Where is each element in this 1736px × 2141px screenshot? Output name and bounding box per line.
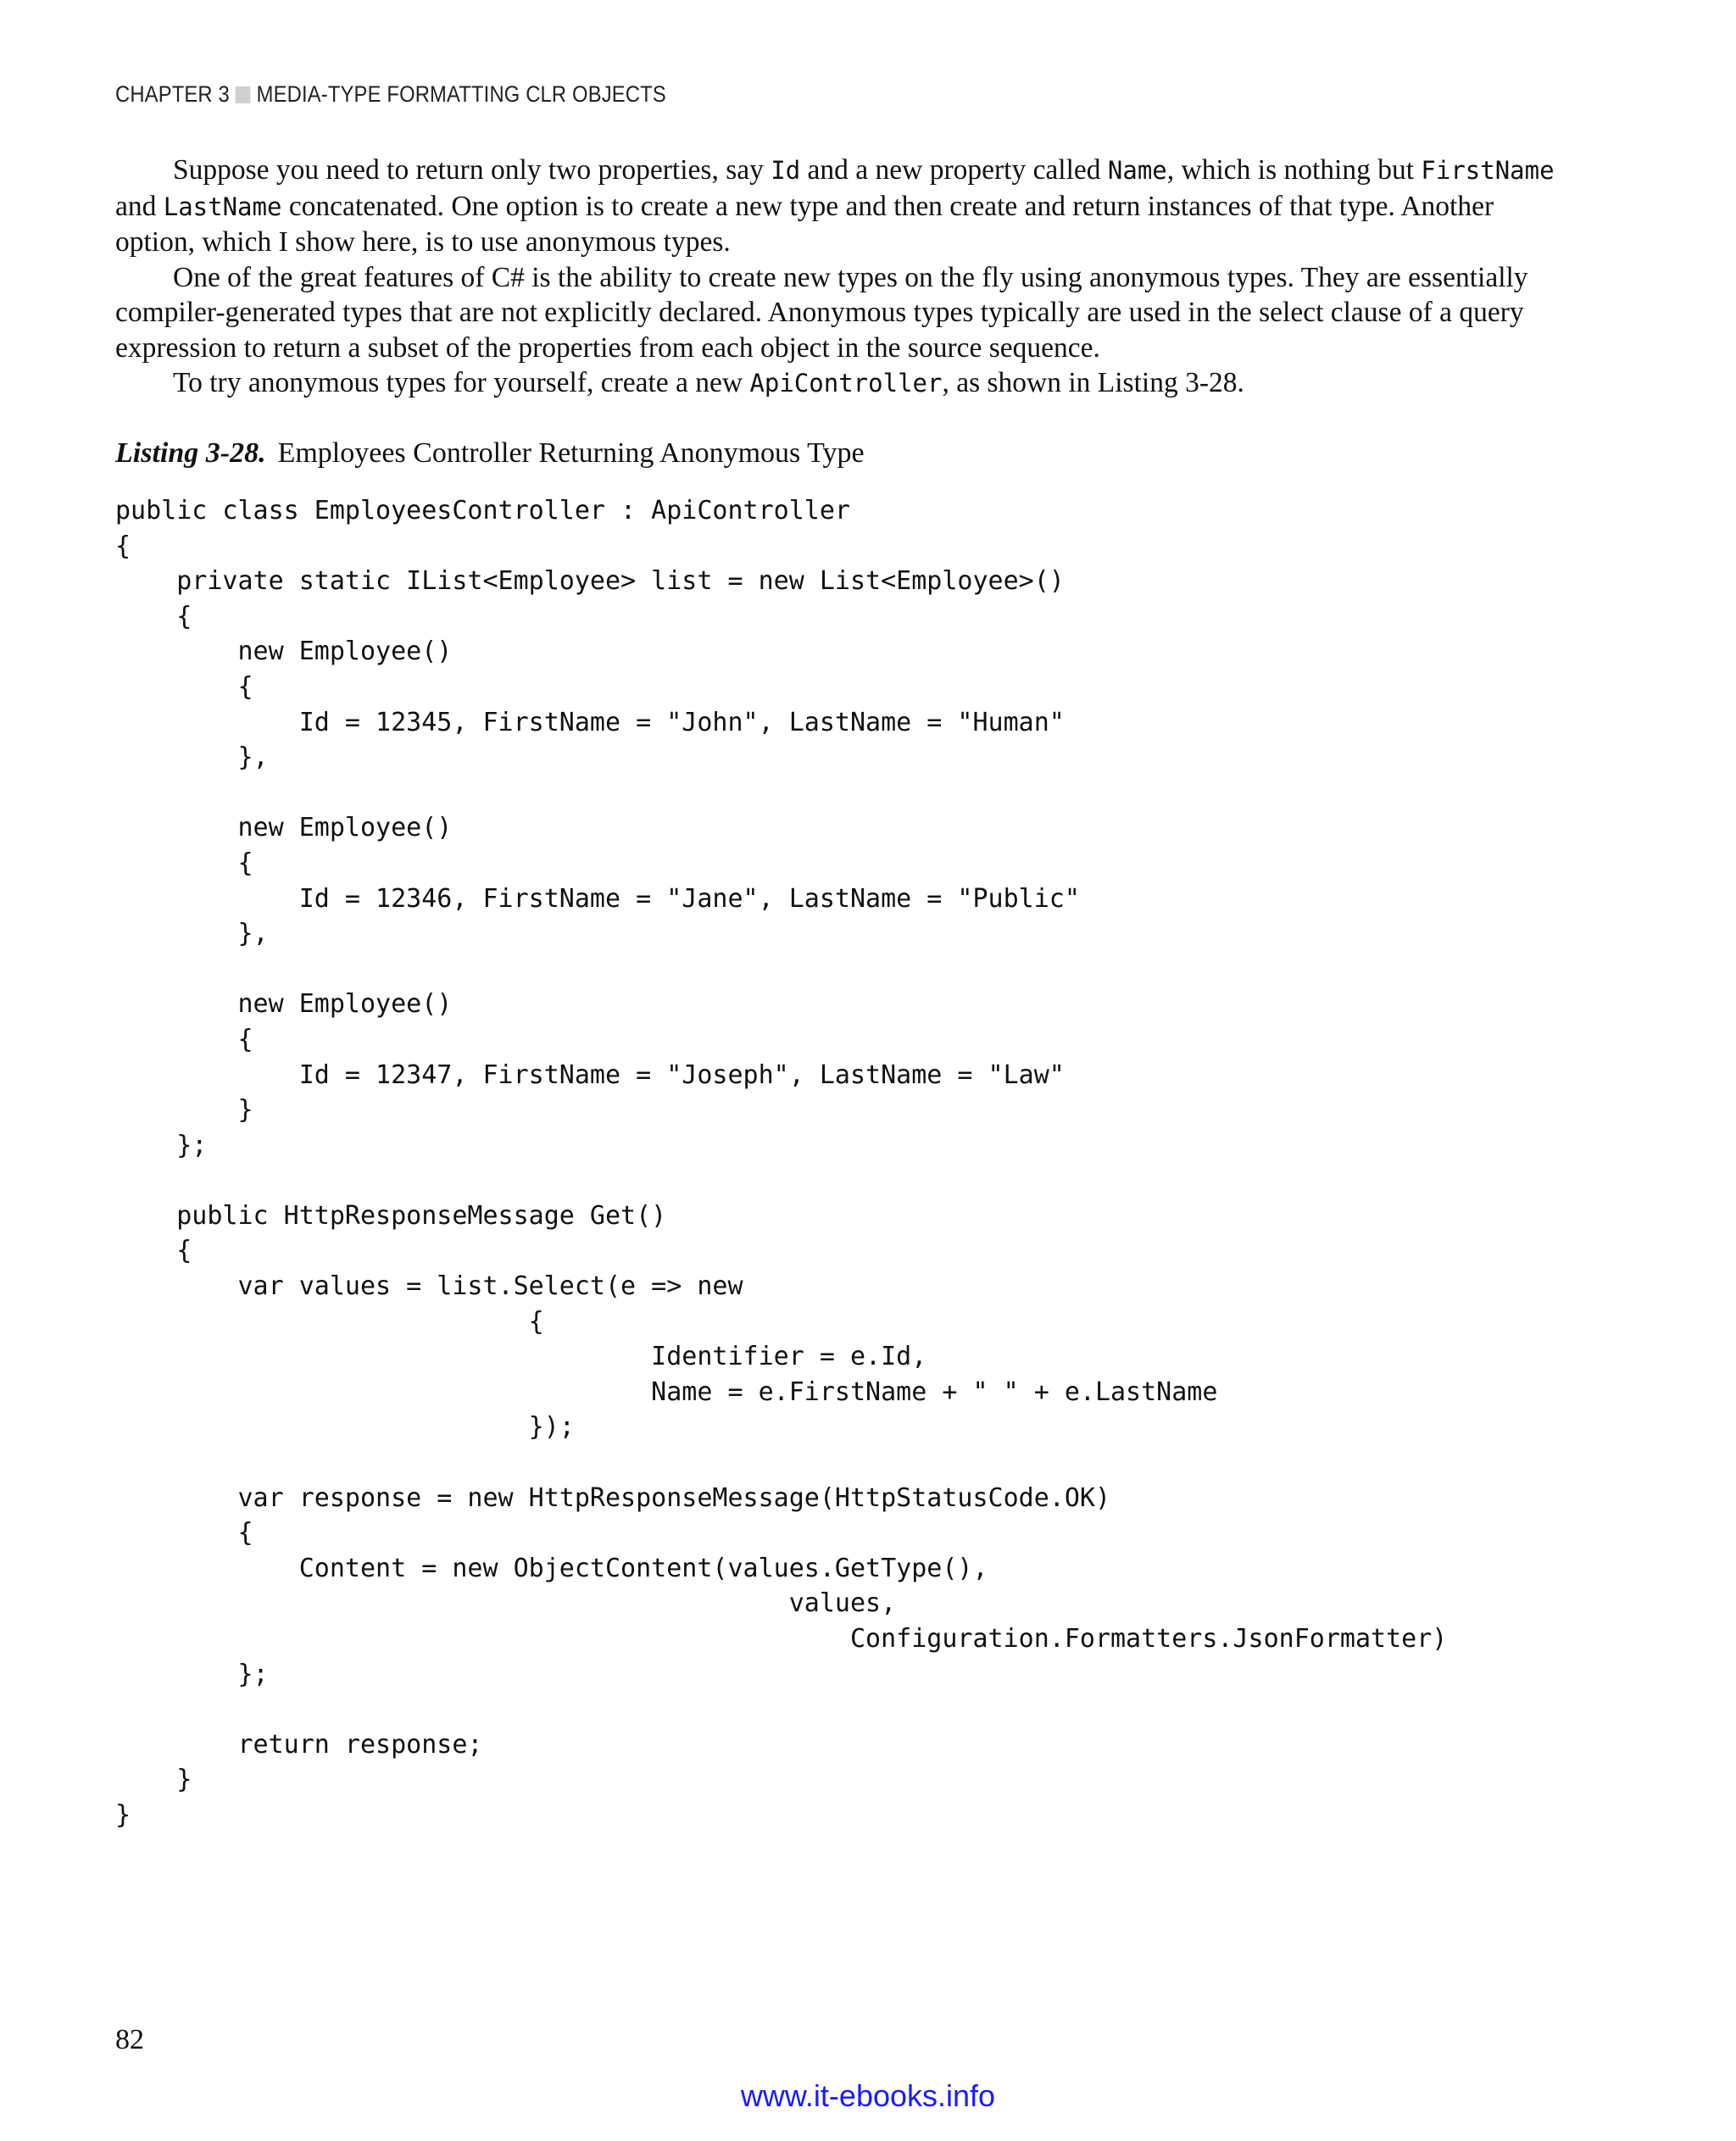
page-number: 82 (115, 2024, 144, 2055)
paragraph-1-text: Suppose you need to return only two properties, say (173, 154, 771, 186)
body-text (115, 153, 1556, 402)
chapter-title: MEDIA-TYPE FORMATTING CLR OBJECTS (256, 81, 666, 107)
listing-caption (115, 437, 865, 470)
paragraph-3-text: , as shown in Listing 3-28. (942, 367, 1244, 398)
code-listing: public class EmployeesController : ApiController { private static IList<Employee> list = new List<Employee>() { new Employee() { Id = 12345, FirstName = "John", LastName = "Human" }, new Employee() { Id = 12346, FirstName = "Jane", LastName = "Public" }, new Employee() { Id = 12347, FirstName = "Joseph", LastName = "Law" } }; public HttpResponseMessage Get() { var values = list.Select(e => new { Identifier = e.Id, Name = e.FirstName + " " + e.LastName }); var response = new HttpResponseMessage(HttpStatusCode.OK) { Content = new ObjectContent(values.GetType(), values, Configuration.Formatters.JsonFormatter) }; return response; } } (115, 496, 1448, 1830)
paragraph-1 (115, 153, 1556, 260)
footer-link[interactable]: www.it-ebooks.info (740, 2078, 996, 2113)
listing-title: Employees Controller Returning Anonymous Type (277, 437, 865, 469)
listing-label: Listing 3-28. (115, 437, 266, 469)
header-separator-square (236, 86, 251, 103)
paragraph-2: One of the great features of C# is the ability to create new types on the fly using anonymous types. They are essentially compiler-generated types that are not explicitly declared. Anonymous types typically are used in the select clause of a query expression to return a subset of the properties from each object in the source sequence. (115, 261, 1528, 364)
paragraph-1-text: and (115, 190, 164, 222)
running-header (115, 81, 666, 108)
inline-code-apicontroller: ApiController (749, 369, 943, 398)
paragraph-1-text: concatenated. One option is to create a new type and then create and return instances of that type. Another option, which I show here, is to use anonymous types. (115, 190, 1494, 258)
paragraph-3 (115, 365, 1556, 402)
inline-code-name: Name (1107, 156, 1167, 185)
paragraph-1-text: and a new property called (800, 154, 1108, 186)
inline-code-lastname: LastName (163, 192, 282, 221)
paragraph-1-text: , which is nothing but (1166, 154, 1422, 186)
inline-code-id: Id (771, 156, 801, 185)
paragraph-3-text: To try anonymous types for yourself, create a new (173, 367, 750, 398)
chapter-label: CHAPTER 3 (115, 81, 230, 107)
inline-code-firstname: FirstName (1421, 156, 1555, 185)
